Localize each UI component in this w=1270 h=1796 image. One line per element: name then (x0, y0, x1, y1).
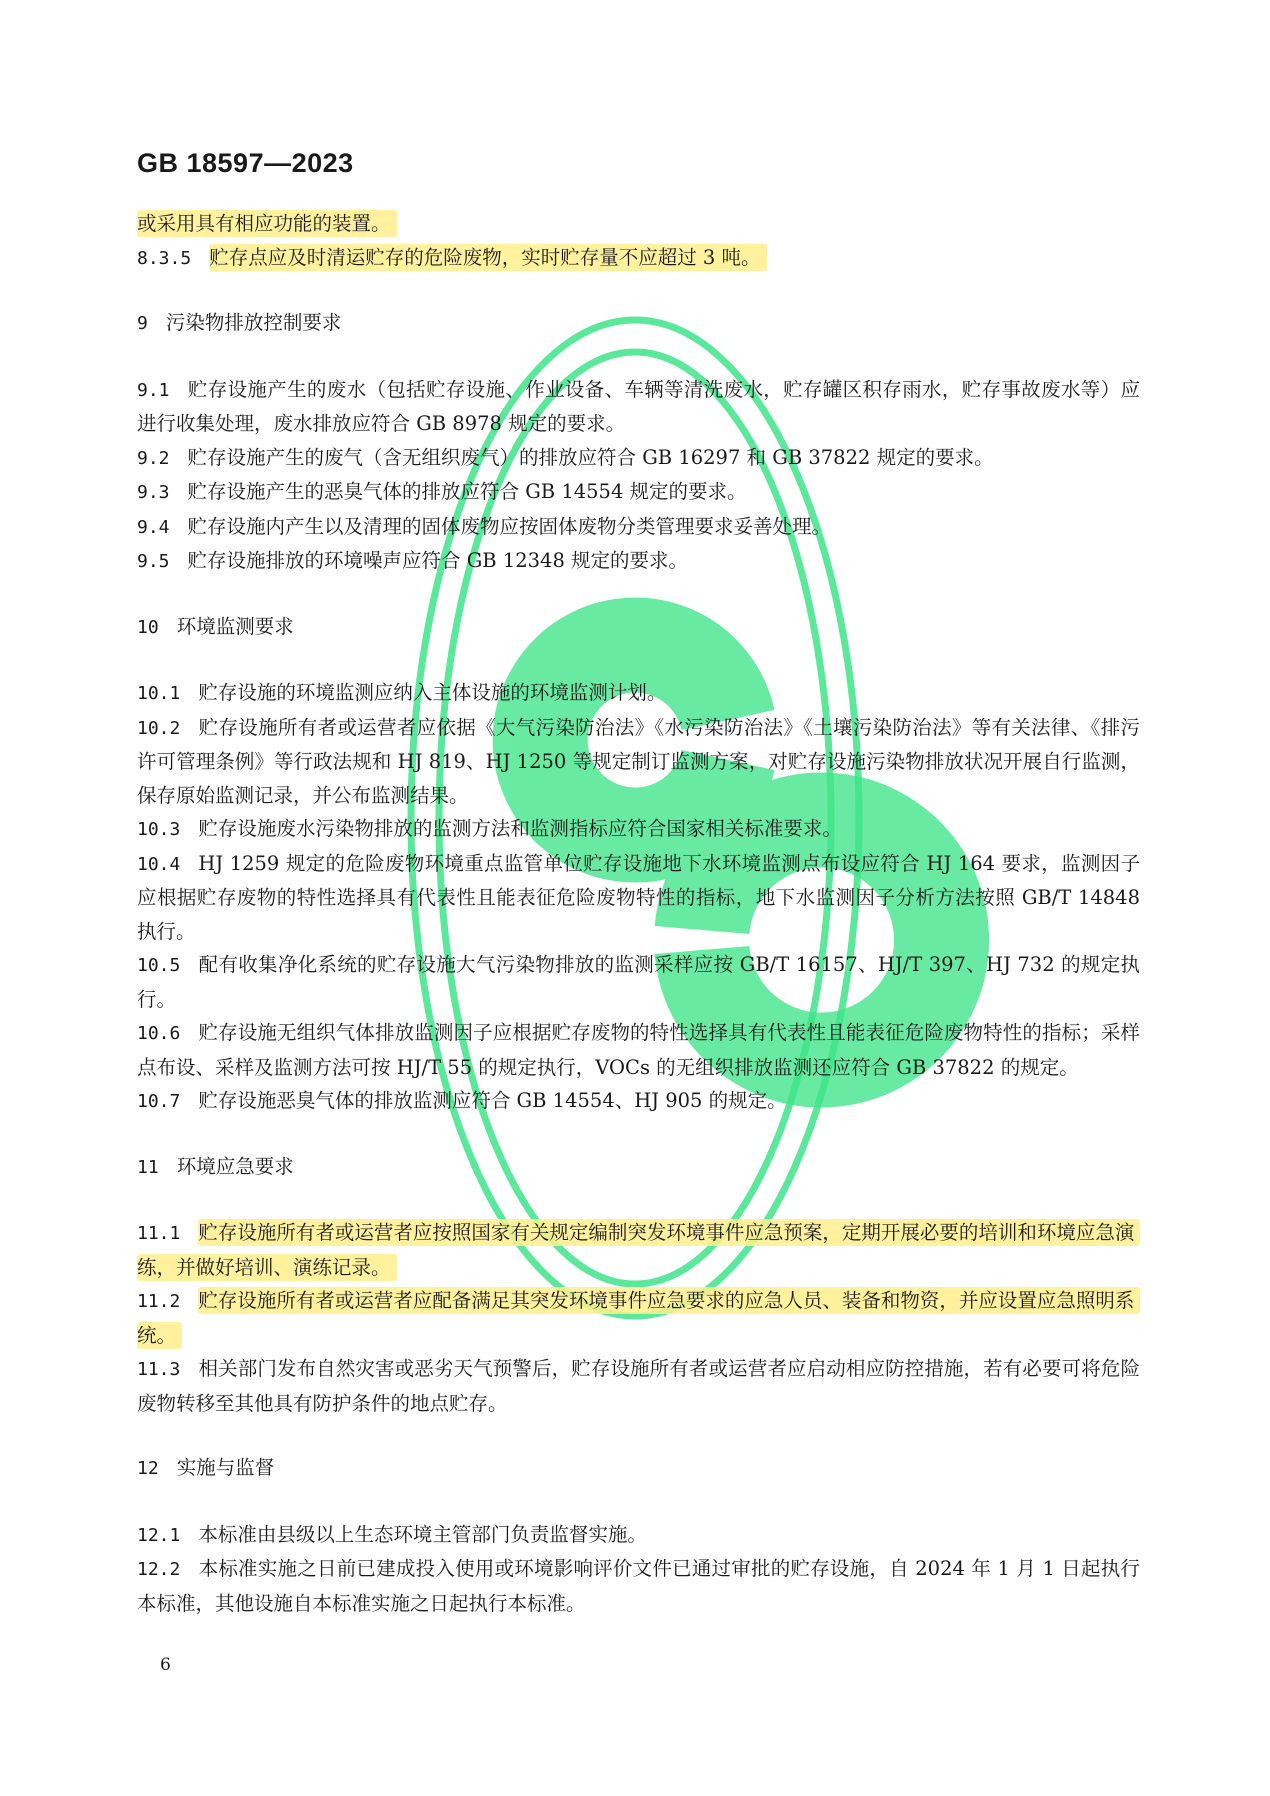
clause-8-3-5: 8.3.5 贮存点应及时清运贮存的危险废物，实时贮存量不应超过 3 吨。 (137, 241, 1140, 276)
clause-10-6: 10.6 贮存设施无组织气体排放监测因子应根据贮存废物的特性选择具有代表性且能表征危险废物特性的指标；采样点布设、采样及监测方法可按 HJ/T 55 的规定执行，VOCs 的无组织排放监测还应符合 GB 37822 的规定。 (137, 1021, 1140, 1079)
clause-11-3: 11.3 相关部门发布自然灾害或恶劣天气预警后，贮存设施所有者或运营者应启动相应防控措施，若有必要可将危险废物转移至其他具有防护条件的地点贮存。 (137, 1357, 1140, 1415)
clause-10-2: 10.2 贮存设施所有者或运营者应依据《大气污染防治法》《水污染防治法》《土壤污染防治法》等有关法律、《排污许可管理条例》等行政法规和 HJ 819、HJ 1250 等规定制订监测方案，对贮存设施污染物排放状况开展自行监测，保存原始监测记录，并公布监测结果。 (137, 715, 1140, 807)
highlighted-text: 贮存设施所有者或运营者应配备满足其突发环境事件应急要求的应急人员、装备和物资，并应设置应急照明系统。 (137, 1287, 1140, 1349)
standard-code: GB 18597—2023 (137, 148, 354, 178)
clause-9-5: 9.5 贮存设施排放的环境噪声应符合 GB 12348 规定的要求。 (137, 549, 689, 572)
highlighted-text: 贮存设施所有者或运营者应按照国家有关规定编制突发环境事件应急预案，定期开展必要的培训和环境应急演练，并做好培训、演练记录。 (137, 1219, 1140, 1281)
clause-10-5: 10.5 配有收集净化系统的贮存设施大气污染物排放的监测采样应按 GB/T 16157、HJ/T 397、HJ 732 的规定执行。 (137, 953, 1140, 1011)
section-9-heading: 9 污染物排放控制要求 (137, 311, 342, 334)
clause-11-1: 11.1 贮存设施所有者或运营者应按照国家有关规定编制突发环境事件应急预案，定期开展必要的培训和环境应急演练，并做好培训、演练记录。 (137, 1216, 1140, 1284)
section-10-heading: 10 环境监测要求 (137, 614, 294, 638)
clause-9-1: 9.1 贮存设施产生的废水（包括贮存设施、作业设备、车辆等清洗废水，贮存罐区积存雨水，贮存事故废水等）应进行收集处理，废水排放应符合 GB 8978 规定的要求。 (137, 377, 1140, 435)
highlighted-text: 贮存点应及时清运贮存的危险废物，实时贮存量不应超过 3 吨。 (209, 244, 766, 271)
document-body (137, 207, 1140, 1620)
clause-10-3: 10.3 贮存设施废水污染物排放的监测方法和监测指标应符合国家相关标准要求。 (137, 817, 842, 840)
clause-12-1: 12.1 本标准由县级以上生态环境主管部门负责监督实施。 (137, 1522, 647, 1546)
clause-9-3: 9.3 贮存设施产生的恶臭气体的排放应符合 GB 14554 规定的要求。 (137, 480, 747, 503)
highlighted-text: 或采用具有相应功能的装置。 (137, 210, 397, 237)
section-12-heading: 12 实施与监督 (137, 1456, 275, 1479)
section-11-heading: 11 环境应急要求 (137, 1154, 294, 1178)
clause-10-4: 10.4 HJ 1259 规定的危险废物环境重点监管单位贮存设施地下水环境监测点布设应符合 HJ 164 要求，监测因子应根据贮存废物的特性选择具有代表性且能表征危险废物特性的指标，地下水监测因子分析方法按照 GB/T 14848 执行。 (137, 851, 1140, 943)
clause-9-4: 9.4 贮存设施内产生以及清理的固体废物应按固体废物分类管理要求妥善处理。 (137, 514, 832, 538)
clause-9-2: 9.2 贮存设施产生的废气（含无组织废气）的排放应符合 GB 16297 和 GB 37822 规定的要求。 (137, 445, 994, 469)
page-number: 6 (160, 1655, 171, 1675)
clause-11-2: 11.2 贮存设施所有者或运营者应配备满足其突发环境事件应急要求的应急人员、装备和物资，并应设置应急照明系统。 (137, 1284, 1140, 1352)
clause-10-7: 10.7 贮存设施恶臭气体的排放监测应符合 GB 14554、HJ 905 的规定。 (137, 1089, 787, 1112)
clause-10-1: 10.1 贮存设施的环境监测应纳入主体设施的环境监测计划。 (137, 681, 667, 704)
clause-12-2: 12.2 本标准实施之日前已建成投入使用或环境影响评价文件已通过审批的贮存设施，自 2024 年 1 月 1 日起执行本标准，其他设施自本标准实施之日起执行本标准。 (137, 1557, 1140, 1615)
continuation-paragraph (137, 207, 1140, 241)
